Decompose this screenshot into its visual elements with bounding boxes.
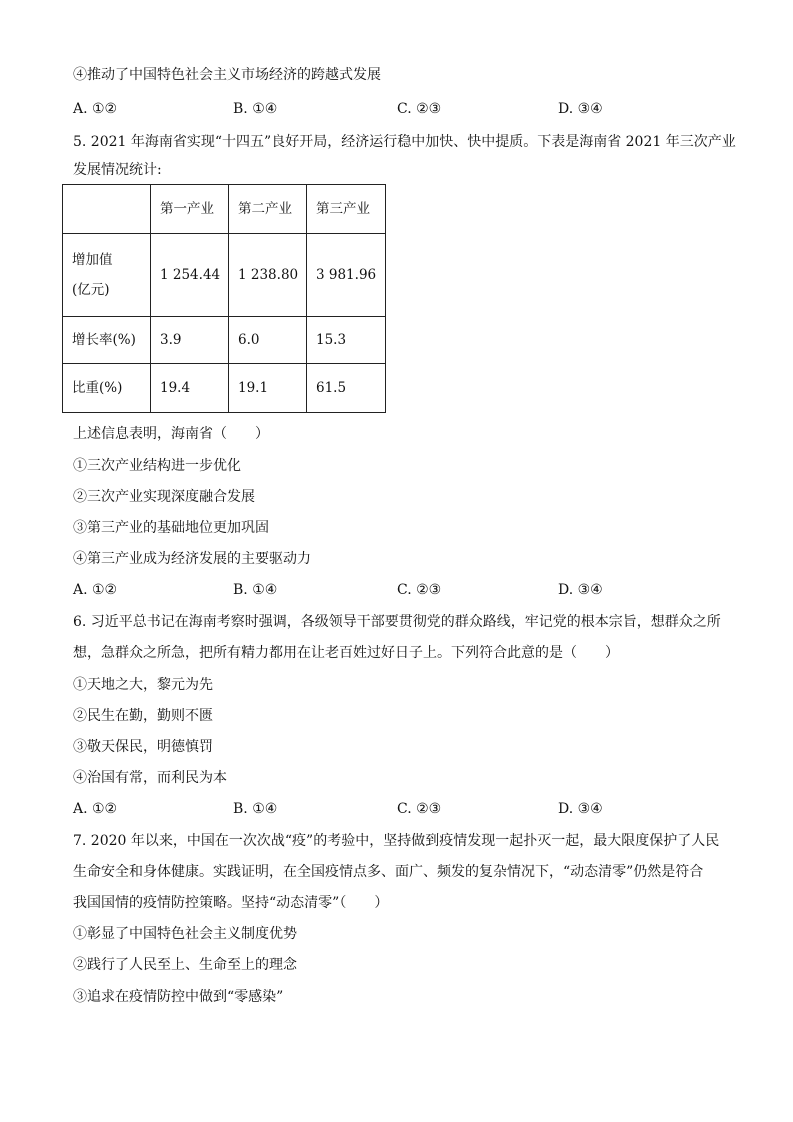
q7-item-2: ②践行了人民至上、生命至上的理念 xyxy=(73,957,297,973)
q5-item-3: ③第三产业的基础地位更加巩固 xyxy=(73,520,269,536)
row-label-line-2: (亿元) xyxy=(72,282,110,298)
q5-question: 上述信息表明，海南省（ ） xyxy=(73,426,269,442)
q6-option-c[interactable]: C. ②③ xyxy=(397,801,442,817)
q6-option-a[interactable]: A. ①② xyxy=(73,801,118,817)
q7-item-3: ③追求在疫情防控中做到“零感染” xyxy=(73,989,284,1005)
q5-option-b[interactable]: B. ①④ xyxy=(233,582,278,598)
q4-option-a[interactable]: A. ①② xyxy=(73,101,118,117)
table-cell: 19.1 xyxy=(229,364,307,413)
table-cell: 15.3 xyxy=(307,317,386,364)
q4-item-4: ④推动了中国特色社会主义市场经济的跨越式发展 xyxy=(73,67,381,83)
table-header-secondary: 第二产业 xyxy=(229,185,307,234)
q4-option-c[interactable]: C. ②③ xyxy=(397,101,442,117)
row-label-line-1: 增加值 xyxy=(72,252,113,268)
q5-stem-line-1: 5. 2021 年海南省实现“十四五”良好开局，经济运行稳中加快、快中提质。下表是海南省 2021 年三次产业 xyxy=(73,134,736,150)
table-header-tertiary: 第三产业 xyxy=(307,185,386,234)
q5-item-1: ①三次产业结构进一步优化 xyxy=(73,458,241,474)
q6-option-d[interactable]: D. ③④ xyxy=(558,801,603,817)
q6-item-4: ④治国有常，而利民为本 xyxy=(73,770,227,786)
table-row xyxy=(63,364,386,413)
table-corner-cell xyxy=(63,185,151,234)
q5-item-2: ②三次产业实现深度融合发展 xyxy=(73,489,255,505)
q7-stem-line-2: 生命安全和身体健康。实践证明，在全国疫情点多、面广、频发的复杂情况下，“动态清零”仍然是符合 xyxy=(73,864,704,880)
q4-option-d[interactable]: D. ③④ xyxy=(558,101,603,117)
q6-stem-line-2: 想，急群众之所急，把所有精力都用在让老百姓过好日子上。下列符合此意的是（ ） xyxy=(73,645,619,661)
q5-option-c[interactable]: C. ②③ xyxy=(397,582,442,598)
table-row xyxy=(63,317,386,364)
table-cell: 3 981.96 xyxy=(307,234,386,317)
q7-item-1: ①彰显了中国特色社会主义制度优势 xyxy=(73,926,297,942)
table-header-row xyxy=(63,185,386,234)
q6-item-1: ①天地之大，黎元为先 xyxy=(73,677,213,693)
q7-stem-line-3: 我国国情的疫情防控策略。坚持“动态清零”（ ） xyxy=(73,895,389,911)
table-row xyxy=(63,234,386,317)
table-row-label: 比重(%) xyxy=(63,364,151,413)
industry-stats-table xyxy=(62,184,386,413)
q4-option-b[interactable]: B. ①④ xyxy=(233,101,278,117)
table-cell: 6.0 xyxy=(229,317,307,364)
q5-item-4: ④第三产业成为经济发展的主要驱动力 xyxy=(73,551,311,567)
table-cell: 19.4 xyxy=(151,364,229,413)
q6-item-3: ③敬天保民，明德慎罚 xyxy=(73,739,213,755)
table-cell: 1 238.80 xyxy=(229,234,307,317)
q5-option-a[interactable]: A. ①② xyxy=(73,582,118,598)
q6-item-2: ②民生在勤，勤则不匮 xyxy=(73,708,213,724)
table-row-label xyxy=(63,234,151,317)
table-header-primary: 第一产业 xyxy=(151,185,229,234)
q6-option-b[interactable]: B. ①④ xyxy=(233,801,278,817)
table-row-label: 增长率(%) xyxy=(63,317,151,364)
q5-option-d[interactable]: D. ③④ xyxy=(558,582,603,598)
table-cell: 3.9 xyxy=(151,317,229,364)
q6-stem-line-1: 6. 习近平总书记在海南考察时强调，各级领导干部要贯彻党的群众路线，牢记党的根本宗旨，想群众之所 xyxy=(73,614,721,630)
q7-stem-line-1: 7. 2020 年以来，中国在一次次战“疫”的考验中，坚持做到疫情发现一起扑灭一起，最大限度保护了人民 xyxy=(73,833,720,849)
table-cell: 1 254.44 xyxy=(151,234,229,317)
table-cell: 61.5 xyxy=(307,364,386,413)
q5-stem-line-2: 发展情况统计: xyxy=(73,162,162,178)
